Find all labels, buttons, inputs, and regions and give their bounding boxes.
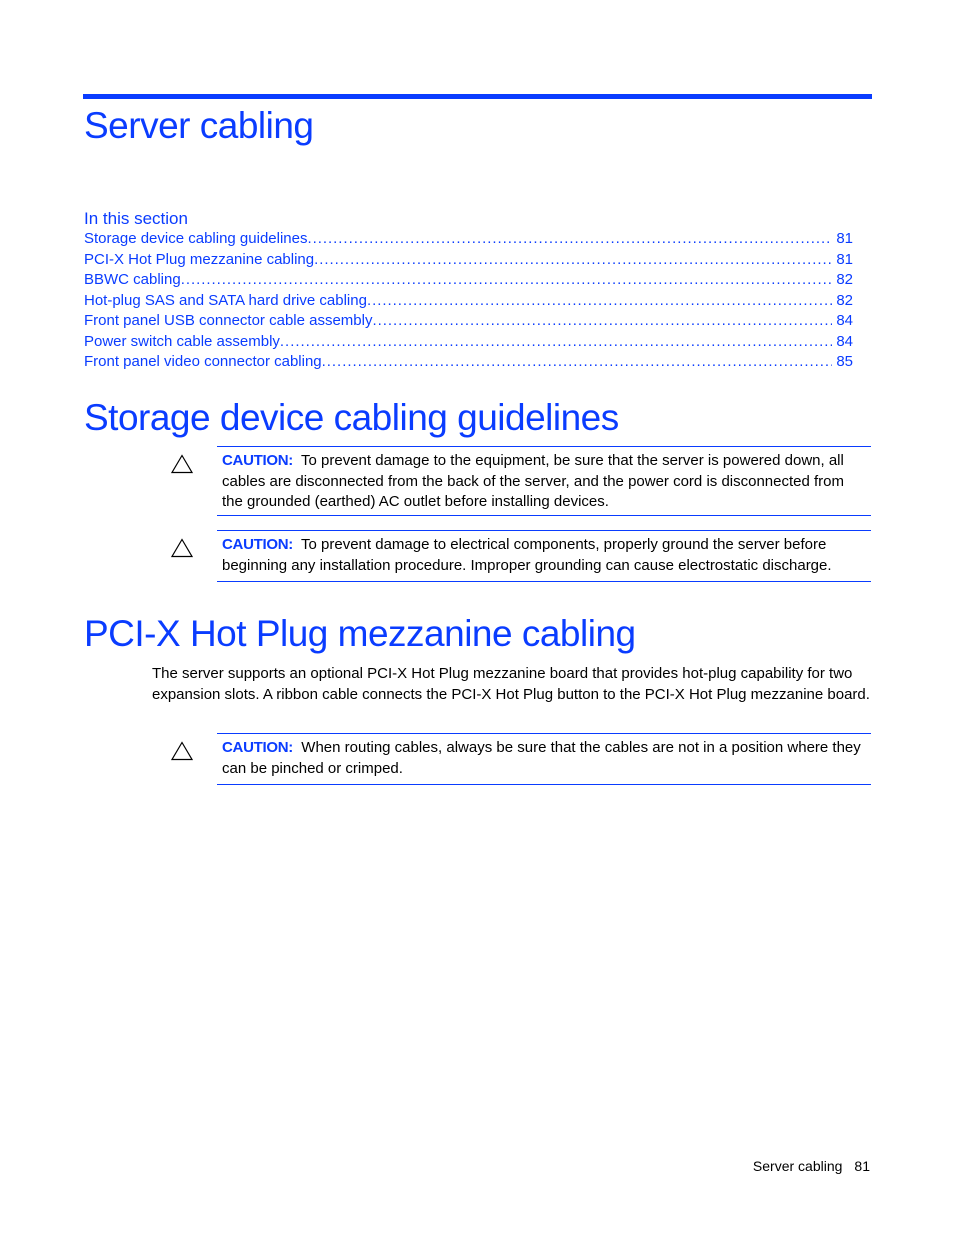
caution-label: CAUTION: xyxy=(222,536,293,553)
toc-item-page[interactable]: 84 xyxy=(836,312,853,329)
toc-leader-dots xyxy=(367,292,832,309)
toc-item[interactable] xyxy=(84,353,853,374)
toc-leader-dots xyxy=(372,312,832,329)
toc-item-title[interactable]: Hot-plug SAS and SATA hard drive cabling xyxy=(84,291,367,309)
toc-item-page[interactable]: 85 xyxy=(836,353,853,370)
toc-item[interactable] xyxy=(84,312,853,333)
toc-item-page[interactable]: 82 xyxy=(836,291,853,309)
toc-item-title[interactable]: Storage device cabling guidelines xyxy=(84,230,308,247)
toc-item-page[interactable]: 81 xyxy=(836,250,853,268)
toc-item-title[interactable]: BBWC cabling xyxy=(84,271,181,288)
caution-box xyxy=(217,733,871,785)
caution-text: To prevent damage to the equipment, be sure that the server is powered down, all cables are disconnected from the back of the server, and the power cord is disconnected from the grounded (earthed) AC outlet before installing devices. xyxy=(222,452,845,510)
warning-triangle-icon xyxy=(171,454,193,474)
table-of-contents xyxy=(84,230,853,374)
toc-leader-dots xyxy=(181,271,833,288)
toc-item-page[interactable]: 81 xyxy=(836,230,853,247)
body-paragraph: The server supports an optional PCI-X Hot Plug mezzanine board that provides hot-plug capability for two expansion slots. A ribbon cable connects the PCI-X Hot Plug button to the PCI-X Hot Plug mezzanine board. xyxy=(152,665,870,703)
toc-leader-dots xyxy=(280,333,832,350)
toc-leader-dots xyxy=(314,251,832,268)
toc-heading: In this section xyxy=(84,209,188,228)
toc-item-title[interactable]: Front panel video connector cabling xyxy=(84,353,322,370)
section-heading-storage: Storage device cabling guidelines xyxy=(84,397,619,438)
caution-text: To prevent damage to electrical components, properly ground the server before beginning any installation procedure. Improper grounding can cause electrostatic discharge. xyxy=(222,536,832,574)
toc-item[interactable] xyxy=(84,271,853,292)
toc-item-page[interactable]: 82 xyxy=(836,271,853,288)
footer-page-number: 81 xyxy=(854,1158,870,1174)
caution-text: When routing cables, always be sure that the cables are not in a position where they can be pinched or crimped. xyxy=(222,739,861,777)
toc-item-title[interactable]: Power switch cable assembly xyxy=(84,332,280,350)
caution-label: CAUTION: xyxy=(222,739,293,756)
footer-section-name: Server cabling xyxy=(752,1158,843,1174)
toc-item[interactable] xyxy=(84,333,853,354)
toc-item-page[interactable]: 84 xyxy=(836,332,853,350)
toc-leader-dots xyxy=(307,230,832,247)
caution-box xyxy=(217,530,871,582)
toc-item[interactable] xyxy=(84,251,853,272)
page-title: Server cabling xyxy=(84,105,314,146)
toc-item[interactable] xyxy=(84,292,853,313)
toc-leader-dots xyxy=(322,353,833,370)
toc-item-title[interactable]: PCI-X Hot Plug mezzanine cabling xyxy=(84,250,315,268)
caution-box xyxy=(217,446,871,516)
toc-item-title[interactable]: Front panel USB connector cable assembly xyxy=(84,312,373,329)
warning-triangle-icon xyxy=(171,538,193,558)
warning-triangle-icon xyxy=(171,741,193,761)
page-footer xyxy=(700,1158,870,1174)
caution-label: CAUTION: xyxy=(222,452,293,469)
section-heading-pcix: PCI-X Hot Plug mezzanine cabling xyxy=(84,613,636,654)
toc-item[interactable] xyxy=(84,230,853,251)
top-rule xyxy=(83,94,872,99)
